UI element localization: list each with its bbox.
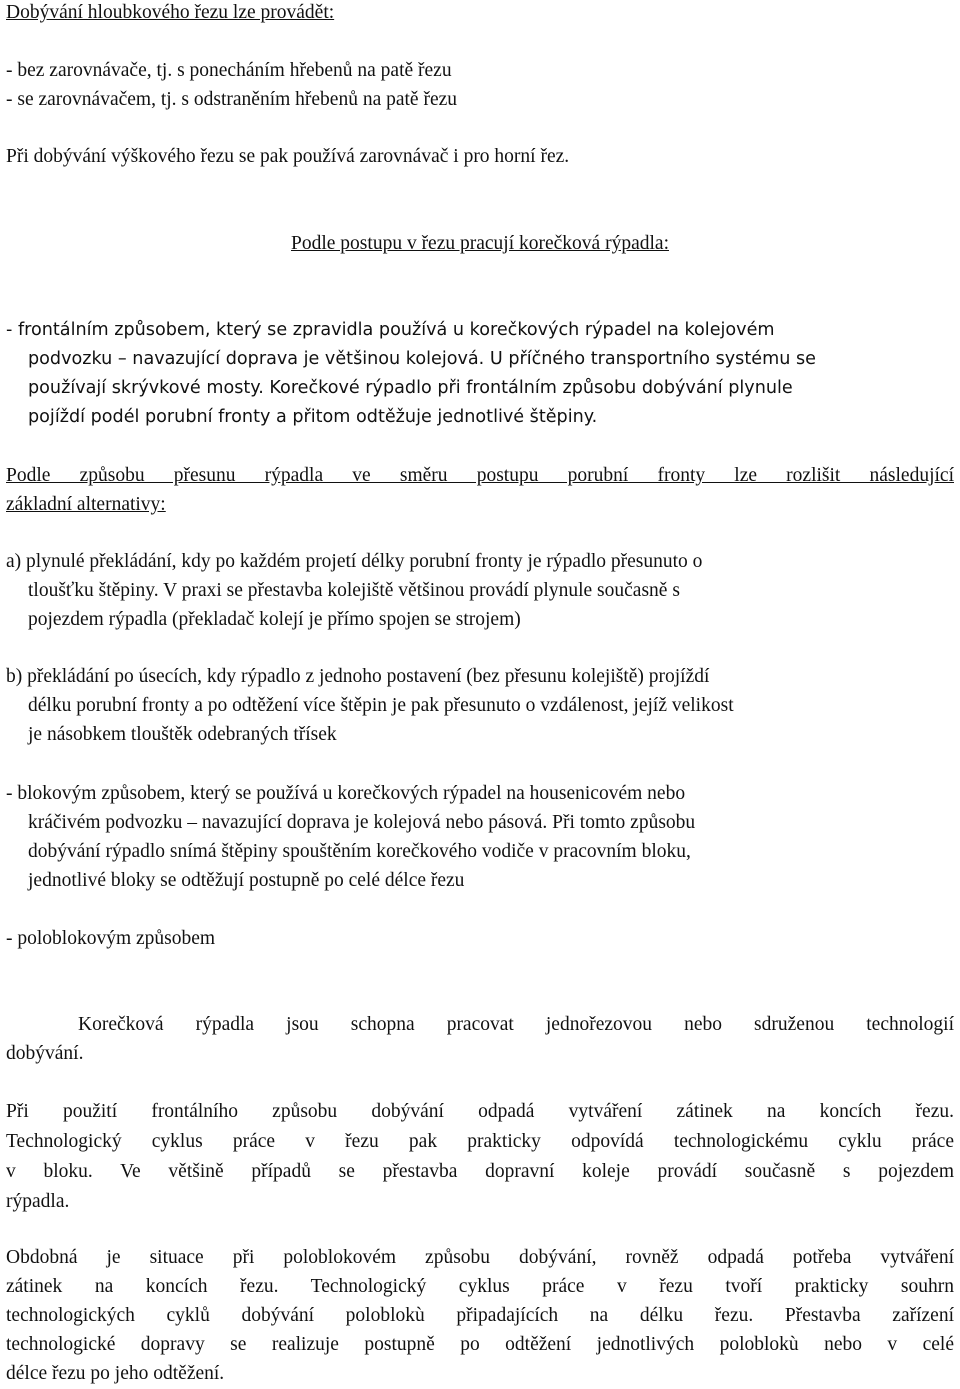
paragraph-semi-block: Obdobná je situace při poloblokovém způsobu dobývání, rovněž odpadá potřeba vytváření: [6, 1247, 954, 1268]
block-method-line: dobývání rýpadlo snímá štěpiny spouštěním korečkového vodiče v pracovním bloku,: [28, 841, 691, 862]
alternative-b-line: b) překládání po úsecích, kdy rýpadlo z jednoho postavení (bez přesunu kolejiště) projíždí: [6, 666, 710, 687]
paragraph-semi-block: technologické dopravy se realizuje postupně po odtěžení jednotlivých poloblokù nebo v celé: [6, 1334, 954, 1355]
block-method-line: jednotlivé bloky se odtěžují postupně po celé délce řezu: [28, 870, 465, 891]
alternative-a-line: tloušťku štěpiny. V praxi se přestavba kolejiště většinou provádí plynule současně s: [28, 580, 680, 601]
paragraph-frontal-use: Technologický cyklus práce v řezu pak prakticky odpovídá technologickému cyklu práce: [6, 1131, 954, 1152]
paragraph-frontal-use: rýpadla.: [6, 1191, 70, 1212]
frontal-method-line: - frontálním způsobem, který se zpravidla používá u korečkových rýpadel na kolejovém: [6, 320, 775, 340]
list-item: - se zarovnávačem, tj. s odstraněním hřebenů na patě řezu: [6, 89, 458, 110]
paragraph-technology: Korečková rýpadla jsou schopna pracovat jednořezovou nebo sdruženou technologií: [78, 1014, 954, 1035]
alternative-a-line: a) plynulé překládání, kdy po každém projetí délky porubní fronty je rýpadlo přesunuto o: [6, 551, 703, 572]
alternative-b-line: délku porubní fronty a po odtěžení více štěpin je pak přesunuto o vzdálenost, jejíž velikost: [28, 695, 734, 716]
block-method-line: - blokovým způsobem, který se používá u korečkových rýpadel na housenicovém nebo: [6, 783, 686, 804]
section-heading-relocation: Podle způsobu přesunu rýpadla ve směru postupu porubní fronty lze rozlišit následující: [6, 465, 954, 486]
list-item: - bez zarovnávače, tj. s ponecháním hřebenů na patě řezu: [6, 60, 452, 81]
paragraph-frontal-use: v bloku. Ve většině případů se přestavba dopravní koleje provádí současně s pojezdem: [6, 1161, 954, 1182]
section-heading-deep-cut: Dobývání hloubkového řezu lze provádět:: [6, 2, 335, 23]
paragraph-semi-block: zátinek na koncích řezu. Technologický cyklus práce v řezu tvoří prakticky souhrn: [6, 1276, 954, 1297]
block-method-line: kráčivém podvozku – navazující doprava je kolejová nebo pásová. Při tomto způsobu: [28, 812, 696, 833]
paragraph-frontal-use: Při použití frontálního způsobu dobývání odpadá vytváření zátinek na koncích řezu.: [6, 1101, 954, 1122]
paragraph-semi-block: technologických cyklů dobývání poloblokù připadajících na délku řezu. Přestavba zařízení: [6, 1305, 954, 1326]
semi-block-method-line: - poloblokovým způsobem: [6, 928, 216, 949]
alternative-b-line: je násobkem tlouštěk odebraných třísek: [28, 724, 337, 745]
section-heading-progress: Podle postupu v řezu pracují korečková rýpadla:: [291, 233, 669, 254]
frontal-method-line: pojíždí podél porubní fronty a přitom odtěžuje jednotlivé štěpiny.: [28, 407, 598, 427]
paragraph-technology: dobývání.: [6, 1043, 84, 1064]
frontal-method-line: používají skrývkové mosty. Korečkové rýpadlo při frontálním způsobu dobývání plynule: [28, 378, 793, 398]
paragraph-height-cut: Při dobývání výškového řezu se pak používá zarovnávač i pro horní řez.: [6, 146, 570, 167]
section-heading-relocation: základní alternativy:: [6, 494, 166, 515]
paragraph-semi-block: délce řezu po jeho odtěžení.: [6, 1363, 225, 1384]
alternative-a-line: pojezdem rýpadla (překladač kolejí je přímo spojen se strojem): [28, 609, 521, 630]
frontal-method-line: podvozku – navazující doprava je většinou kolejová. U příčného transportního systému se: [28, 349, 816, 369]
